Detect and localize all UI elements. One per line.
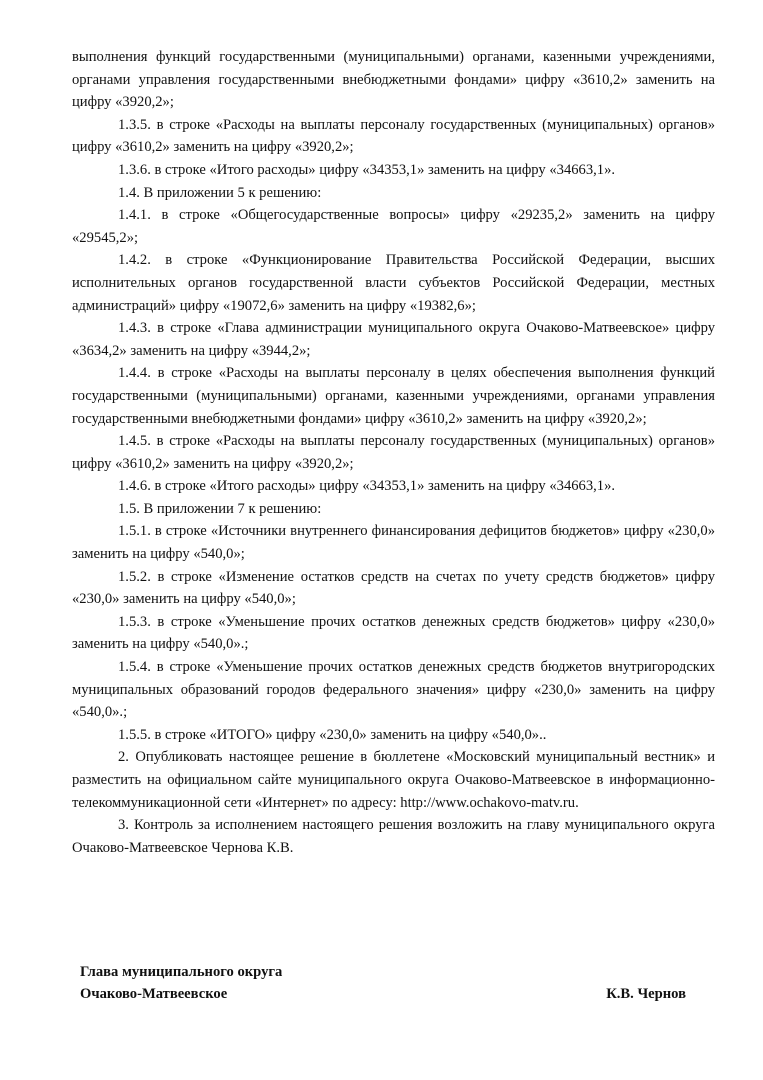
paragraph-1-5-1: 1.5.1. в строке «Источники внутреннего финансирования дефицитов бюджетов» цифру «230,0» заменить на цифру «540,0»;	[72, 523, 715, 563]
signatory-title-line1: Глава муниципального округа	[80, 964, 283, 980]
paragraph-1-4-2: 1.4.2. в строке «Функционирование Правительства Российской Федерации, высших исполнительных органов государственной власти субъектов Российской Федерации, местных администраций» цифру «19072,6» заменить на цифру «19382,6»;	[72, 252, 715, 314]
paragraph-1-5-5: 1.5.5. в строке «ИТОГО» цифру «230,0» заменить на цифру «540,0»..	[118, 726, 547, 743]
paragraph-1-5-3: 1.5.3. в строке «Уменьшение прочих остатков денежных средств бюджетов» цифру «230,0» заменить на цифру «540,0».;	[72, 613, 715, 653]
paragraph-1-4-4: 1.4.4. в строке «Расходы на выплаты персоналу в целях обеспечения выполнения функций государственными (муниципальными) органами, казенными учреждениями, органами управления государственными внебюджетными фондами» цифру «3610,2» заменить на цифру «3920,2»;	[72, 365, 715, 427]
paragraph-1-4-6: 1.4.6. в строке «Итого расходы» цифру «34353,1» заменить на цифру «34663,1».	[118, 478, 616, 495]
signature-block	[80, 961, 686, 1005]
paragraph-1-5-4: 1.5.4. в строке «Уменьшение прочих остатков денежных средств бюджетов внутригородских муниципальных образований городов федерального значения» цифру «230,0» заменить на цифру «540,0».;	[72, 659, 715, 721]
signatory-title-line2: Очаково-Матвеевское	[80, 986, 228, 1002]
paragraph-1-5-2: 1.5.2. в строке «Изменение остатков средств на счетах по учету средств бюджетов» цифру «230,0» заменить на цифру «540,0»;	[72, 568, 715, 608]
paragraph-1-5: 1.5. В приложении 7 к решению:	[118, 500, 322, 517]
paragraph-3: 3. Контроль за исполнением настоящего решения возложить на главу муниципального округа Очаково-Матвеевское Чернова К.В.	[72, 817, 715, 856]
paragraph-1-3-5: 1.3.5. в строке «Расходы на выплаты персоналу государственных (муниципальных) органов» цифру «3610,2» заменить на цифру «3920,2»;	[72, 116, 715, 156]
paragraph-1-4-1: 1.4.1. в строке «Общегосударственные вопросы» цифру «29235,2» заменить на цифру «29545,2»;	[72, 207, 715, 246]
signature-row	[80, 983, 686, 1005]
paragraph-1-3-6: 1.3.6. в строке «Итого расходы» цифру «34353,1» заменить на цифру «34663,1».	[118, 161, 616, 178]
paragraph-1-4-3: 1.4.3. в строке «Глава администрации муниципального округа Очаково-Матвеевское» цифру «3634,2» заменить на цифру «3944,2»;	[72, 320, 715, 359]
document-body	[72, 46, 715, 859]
signatory-name: К.В. Чернов	[606, 986, 686, 1002]
paragraph-continuation: выполнения функций государственными (муниципальными) органами, казенными учреждениями, органами управления государственными внебюджетными фондами» цифру «3610,2» заменить на цифру «3920,2»;	[72, 49, 715, 111]
paragraph-1-4-5: 1.4.5. в строке «Расходы на выплаты персоналу государственных (муниципальных) органов» цифру «3610,2» заменить на цифру «3920,2»;	[72, 433, 715, 472]
paragraph-2: 2. Опубликовать настоящее решение в бюллетене «Московский муниципальный вестник» и разместить на официальном сайте муниципального округа Очаково-Матвеевское в информационно-телекоммуникационной сети «Интернет» по адресу: http://www.ochakovo-matv.ru.	[72, 749, 715, 811]
paragraph-1-4: 1.4. В приложении 5 к решению:	[118, 184, 322, 201]
